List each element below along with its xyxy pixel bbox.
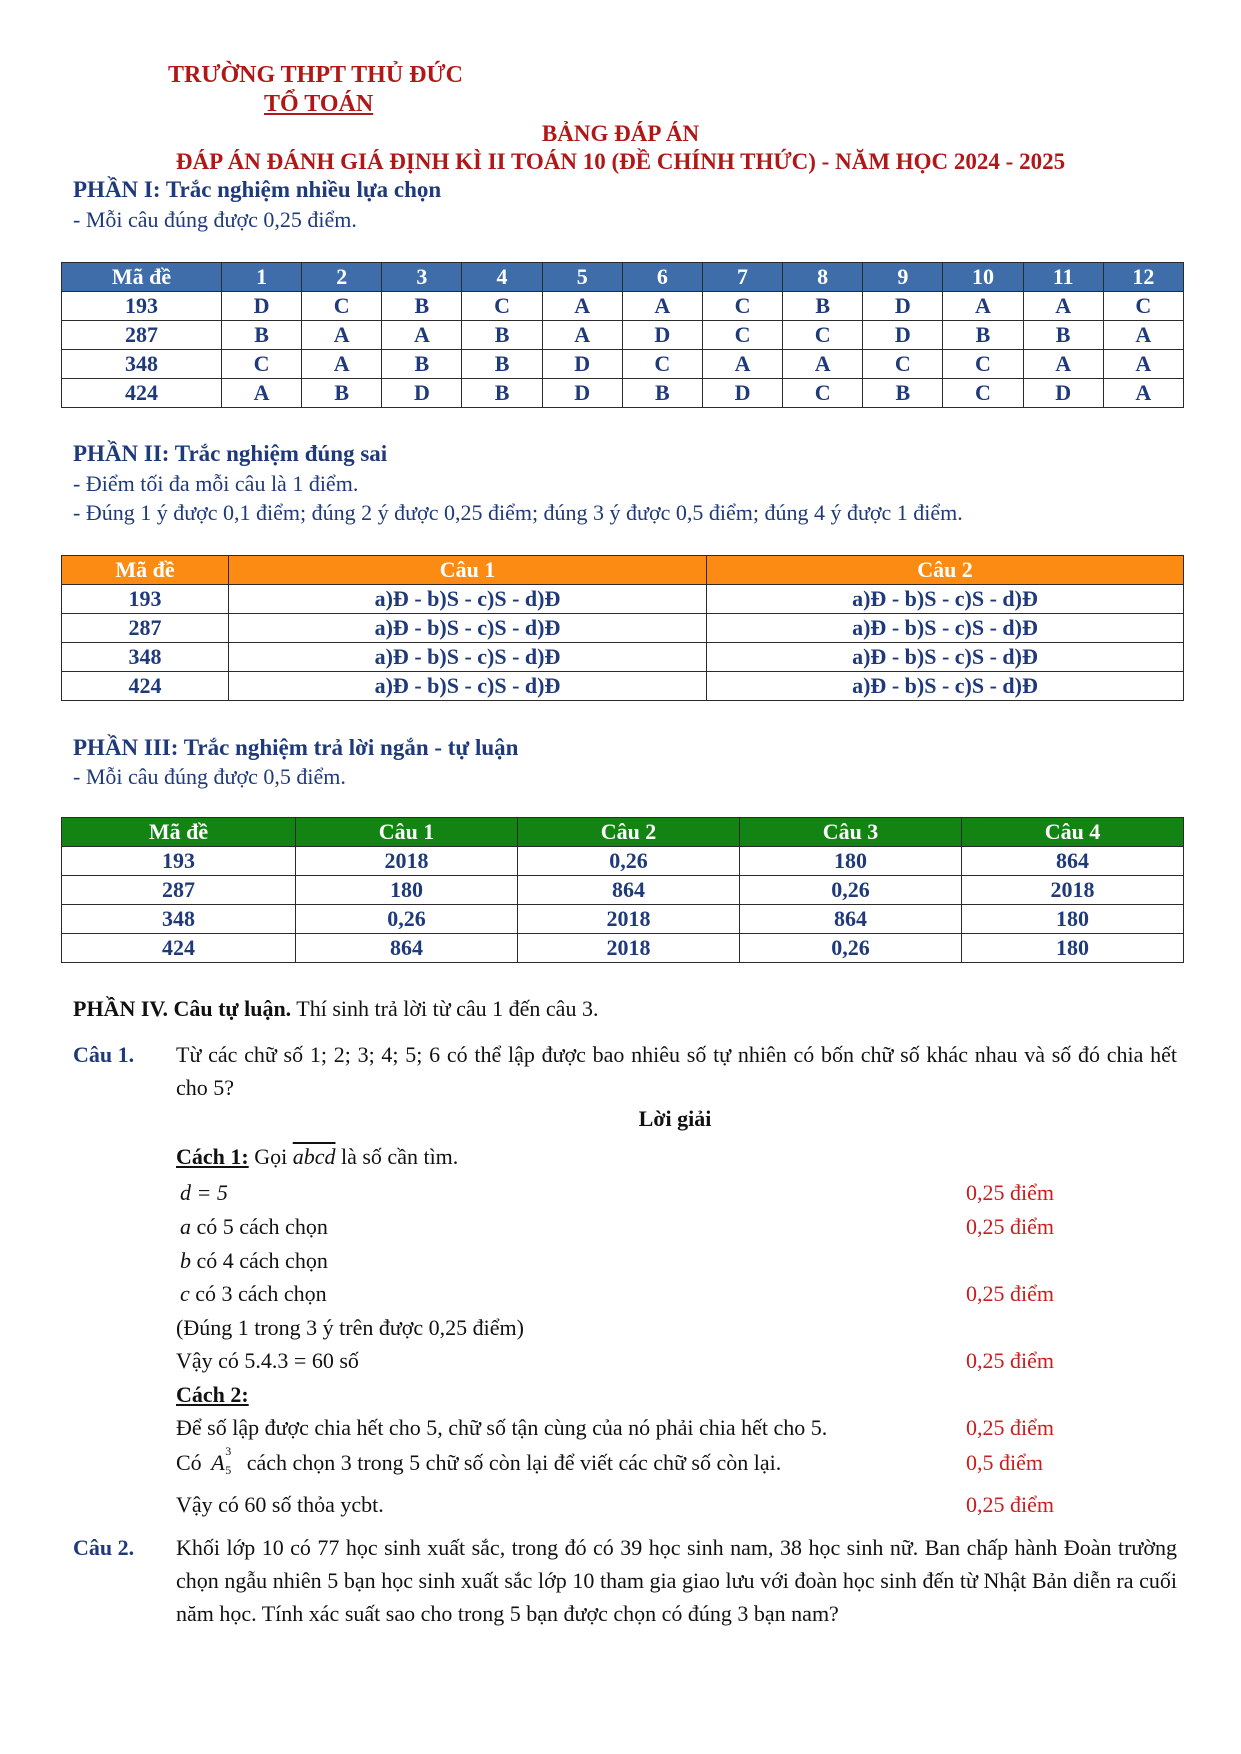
table-cell: A: [1103, 350, 1183, 379]
table-row: [62, 321, 1184, 350]
table-row: [62, 350, 1184, 379]
table-header-row: [62, 263, 1184, 292]
table-row: [62, 379, 1184, 408]
part1-note: - Mỗi câu đúng được 0,25 điểm.: [73, 207, 357, 232]
part2-note-2: - Đúng 1 ý được 0,1 điểm; đúng 2 ý được 0,25 điểm; đúng 3 ý được 0,5 điểm; đúng 4 ý được 1 điểm.: [73, 500, 963, 525]
table-header-row: [62, 556, 1184, 585]
table-cell: C: [702, 321, 782, 350]
table-cell: C: [943, 379, 1023, 408]
header-cell: 12: [1103, 263, 1183, 292]
part4-intro: Thí sinh trả lời từ câu 1 đến câu 3.: [296, 996, 599, 1021]
solution-title: Lời giải: [638, 1106, 712, 1131]
table-cell: C: [222, 350, 302, 379]
table-cell: a)Đ - b)S - c)S - d)Đ: [229, 643, 707, 672]
table-cell: 0,26: [740, 876, 962, 905]
table-cell: a)Đ - b)S - c)S - d)Đ: [229, 614, 707, 643]
part2-answer-table: [61, 555, 1184, 701]
table-cell: C: [863, 350, 943, 379]
header-cell: Câu 1: [229, 556, 707, 585]
table-cell: B: [302, 379, 382, 408]
points-label: 0,25 điểm: [966, 1214, 1054, 1239]
table-cell: D: [863, 292, 943, 321]
table-cell: A: [302, 321, 382, 350]
table-cell: B: [622, 379, 702, 408]
department-name: TỔ TOÁN: [264, 91, 374, 117]
table-cell: 2018: [296, 847, 518, 876]
table-cell: D: [622, 321, 702, 350]
school-name: TRƯỜNG THPT THỦ ĐỨC: [168, 62, 463, 88]
method-1-variable: abcd: [292, 1144, 336, 1169]
table-cell: 287: [62, 876, 296, 905]
table-cell: C: [622, 350, 702, 379]
header-cell: Mã đề: [62, 556, 229, 585]
part2-note-1: - Điểm tối đa mỗi câu là 1 điểm.: [73, 471, 359, 496]
table-cell: D: [222, 292, 302, 321]
header-cell: 11: [1023, 263, 1103, 292]
points-label: 0,25 điểm: [966, 1180, 1054, 1205]
table-cell: B: [222, 321, 302, 350]
part3-title: PHẦN III: Trắc nghiệm trả lời ngắn - tự luận: [73, 735, 519, 760]
table-row: [62, 614, 1184, 643]
table-cell: D: [542, 350, 622, 379]
table-cell: B: [462, 321, 542, 350]
table-cell: A: [702, 350, 782, 379]
table-cell: 424: [62, 379, 222, 408]
table-cell: B: [943, 321, 1023, 350]
table-cell: 2018: [518, 905, 740, 934]
table-header-row: [62, 818, 1184, 847]
digit-c-line: [180, 1281, 327, 1307]
table-cell: a)Đ - b)S - c)S - d)Đ: [707, 585, 1184, 614]
digit-a-variable: a: [180, 1214, 191, 1239]
table-cell: 180: [962, 934, 1184, 963]
question-1-label: Câu 1.: [73, 1042, 135, 1067]
table-cell: D: [702, 379, 782, 408]
question-2-text: Khối lớp 10 có 77 học sinh xuất sắc, trong đó có 39 học sinh nam, 38 học sinh nữ. Ban chấp hành Đoàn trường chọn ngẫu nhiên 5 bạn học sinh xuất sắc lớp 10 tham gia giao lưu với đoàn học sinh đến từ Nhật Bản diễn ra cuối năm học. Tính xác suất sao cho trong 5 bạn được chọn có đúng 3 bạn nam?: [176, 1535, 1177, 1626]
method-2-label: Cách 2:: [176, 1382, 249, 1407]
table-cell: B: [1023, 321, 1103, 350]
table-cell: 180: [296, 876, 518, 905]
digit-a-text: có 5 cách chọn: [196, 1214, 328, 1239]
table-cell: B: [382, 350, 462, 379]
header-cell: 8: [783, 263, 863, 292]
table-cell: a)Đ - b)S - c)S - d)Đ: [707, 614, 1184, 643]
method-1-label: Cách 1:: [176, 1144, 249, 1169]
table-cell: 348: [62, 643, 229, 672]
table-cell: a)Đ - b)S - c)S - d)Đ: [707, 643, 1184, 672]
question-1-text: Từ các chữ số 1; 2; 3; 4; 5; 6 có thể lập được bao nhiêu số tự nhiên có bốn chữ số khác nhau và số đó chia hết cho 5?: [176, 1042, 1177, 1100]
table-cell: a)Đ - b)S - c)S - d)Đ: [229, 672, 707, 701]
table-row: [62, 876, 1184, 905]
table-cell: B: [863, 379, 943, 408]
table-cell: 180: [962, 905, 1184, 934]
digit-c-text: có 3 cách chọn: [195, 1281, 327, 1306]
part1-answer-table: [61, 262, 1184, 408]
table-cell: A: [382, 321, 462, 350]
table-cell: A: [1103, 321, 1183, 350]
table-cell: A: [542, 292, 622, 321]
table-cell: 864: [518, 876, 740, 905]
method-1-rest: là số cần tìm.: [340, 1144, 459, 1169]
method-2-line-3: Vậy có 60 số thỏa ycbt.: [176, 1492, 384, 1517]
table-cell: 348: [62, 350, 222, 379]
table-cell: C: [943, 350, 1023, 379]
table-row: [62, 643, 1184, 672]
method-1-call: Gọi: [254, 1144, 288, 1169]
table-cell: 193: [62, 585, 229, 614]
document-title: BẢNG ĐÁP ÁN: [541, 121, 700, 146]
table-cell: D: [1023, 379, 1103, 408]
part3-note: - Mỗi câu đúng được 0,5 điểm.: [73, 764, 346, 789]
digit-b-line: [180, 1248, 328, 1274]
table-cell: 864: [962, 847, 1184, 876]
header-cell: 4: [462, 263, 542, 292]
table-cell: B: [462, 350, 542, 379]
table-cell: A: [542, 321, 622, 350]
header-cell: 2: [302, 263, 382, 292]
points-label: 0,25 điểm: [966, 1415, 1054, 1440]
digit-c-variable: c: [180, 1281, 190, 1306]
table-row: [62, 292, 1184, 321]
digit-d-equation: d = 5: [180, 1180, 228, 1205]
table-row: [62, 905, 1184, 934]
table-cell: C: [783, 379, 863, 408]
table-row: [62, 847, 1184, 876]
digit-d-line: [180, 1180, 228, 1206]
table-cell: 2018: [518, 934, 740, 963]
method-2-prefix: Có: [176, 1450, 202, 1475]
digit-a-line: [180, 1214, 328, 1240]
table-cell: 424: [62, 672, 229, 701]
table-cell: 864: [296, 934, 518, 963]
header-cell: Câu 1: [296, 818, 518, 847]
table-cell: C: [1103, 292, 1183, 321]
header-cell: Mã đề: [62, 263, 222, 292]
part3-answer-table: [61, 817, 1184, 963]
table-cell: 864: [740, 905, 962, 934]
header-cell: 5: [542, 263, 622, 292]
table-cell: 0,26: [296, 905, 518, 934]
digit-b-variable: b: [180, 1248, 191, 1273]
table-cell: a)Đ - b)S - c)S - d)Đ: [229, 585, 707, 614]
arrangement-superscript: 3: [225, 1444, 232, 1458]
table-cell: A: [1023, 350, 1103, 379]
table-cell: C: [462, 292, 542, 321]
table-cell: C: [702, 292, 782, 321]
method-2-suffix: cách chọn 3 trong 5 chữ số còn lại để viết các chữ số còn lại.: [246, 1450, 782, 1475]
table-cell: a)Đ - b)S - c)S - d)Đ: [707, 672, 1184, 701]
method-1-result: Vậy có 5.4.3 = 60 số: [176, 1348, 359, 1373]
header-cell: Câu 2: [518, 818, 740, 847]
header-cell: 1: [222, 263, 302, 292]
partial-credit-note: (Đúng 1 trong 3 ý trên được 0,25 điểm): [176, 1315, 524, 1340]
header-cell: Mã đề: [62, 818, 296, 847]
table-cell: A: [222, 379, 302, 408]
table-cell: C: [783, 321, 863, 350]
method-1-line: [176, 1144, 458, 1170]
part4-heading: [73, 996, 598, 1022]
table-cell: 424: [62, 934, 296, 963]
header-cell: 10: [943, 263, 1023, 292]
table-cell: 348: [62, 905, 296, 934]
table-cell: A: [302, 350, 382, 379]
table-cell: A: [783, 350, 863, 379]
part2-title: PHẦN II: Trắc nghiệm đúng sai: [73, 441, 388, 466]
table-row: [62, 585, 1184, 614]
table-cell: 0,26: [740, 934, 962, 963]
table-cell: 180: [740, 847, 962, 876]
arrangement-letter: A: [211, 1450, 225, 1475]
table-cell: 2018: [962, 876, 1184, 905]
table-cell: D: [863, 321, 943, 350]
question-2-label: Câu 2.: [73, 1535, 135, 1560]
points-label: 0,25 điểm: [966, 1492, 1054, 1517]
header-cell: Câu 2: [707, 556, 1184, 585]
table-cell: 0,26: [518, 847, 740, 876]
part1-title: PHẦN I: Trắc nghiệm nhiều lựa chọn: [73, 177, 442, 202]
table-cell: B: [462, 379, 542, 408]
header-cell: Câu 3: [740, 818, 962, 847]
digit-b-text: có 4 cách chọn: [196, 1248, 328, 1273]
header-cell: 9: [863, 263, 943, 292]
method-2-heading: [176, 1382, 249, 1408]
table-cell: 193: [62, 292, 222, 321]
table-cell: A: [622, 292, 702, 321]
table-cell: D: [542, 379, 622, 408]
points-label: 0,25 điểm: [966, 1281, 1054, 1306]
arrangement-subscript: 5: [225, 1463, 232, 1477]
table-cell: 287: [62, 614, 229, 643]
arrangement-symbol: [211, 1444, 241, 1477]
part4-title: PHẦN IV. Câu tự luận.: [73, 996, 292, 1021]
table-cell: B: [783, 292, 863, 321]
table-cell: C: [302, 292, 382, 321]
table-row: [62, 934, 1184, 963]
table-cell: B: [382, 292, 462, 321]
table-cell: A: [943, 292, 1023, 321]
method-2-line-2: [176, 1444, 782, 1477]
table-cell: D: [382, 379, 462, 408]
table-cell: 193: [62, 847, 296, 876]
method-2-line-1: Để số lập được chia hết cho 5, chữ số tận cùng của nó phải chia hết cho 5.: [176, 1415, 828, 1440]
header-cell: Câu 4: [962, 818, 1184, 847]
table-cell: A: [1023, 292, 1103, 321]
header-cell: 3: [382, 263, 462, 292]
points-label: 0,25 điểm: [966, 1348, 1054, 1373]
document-subtitle: ĐÁP ÁN ĐÁNH GIÁ ĐỊNH KÌ II TOÁN 10 (ĐỀ CHÍNH THỨC) - NĂM HỌC 2024 - 2025: [175, 149, 1066, 174]
table-cell: A: [1103, 379, 1183, 408]
table-row: [62, 672, 1184, 701]
header-cell: 6: [622, 263, 702, 292]
header-cell: 7: [702, 263, 782, 292]
points-label: 0,5 điểm: [966, 1450, 1043, 1475]
table-cell: 287: [62, 321, 222, 350]
